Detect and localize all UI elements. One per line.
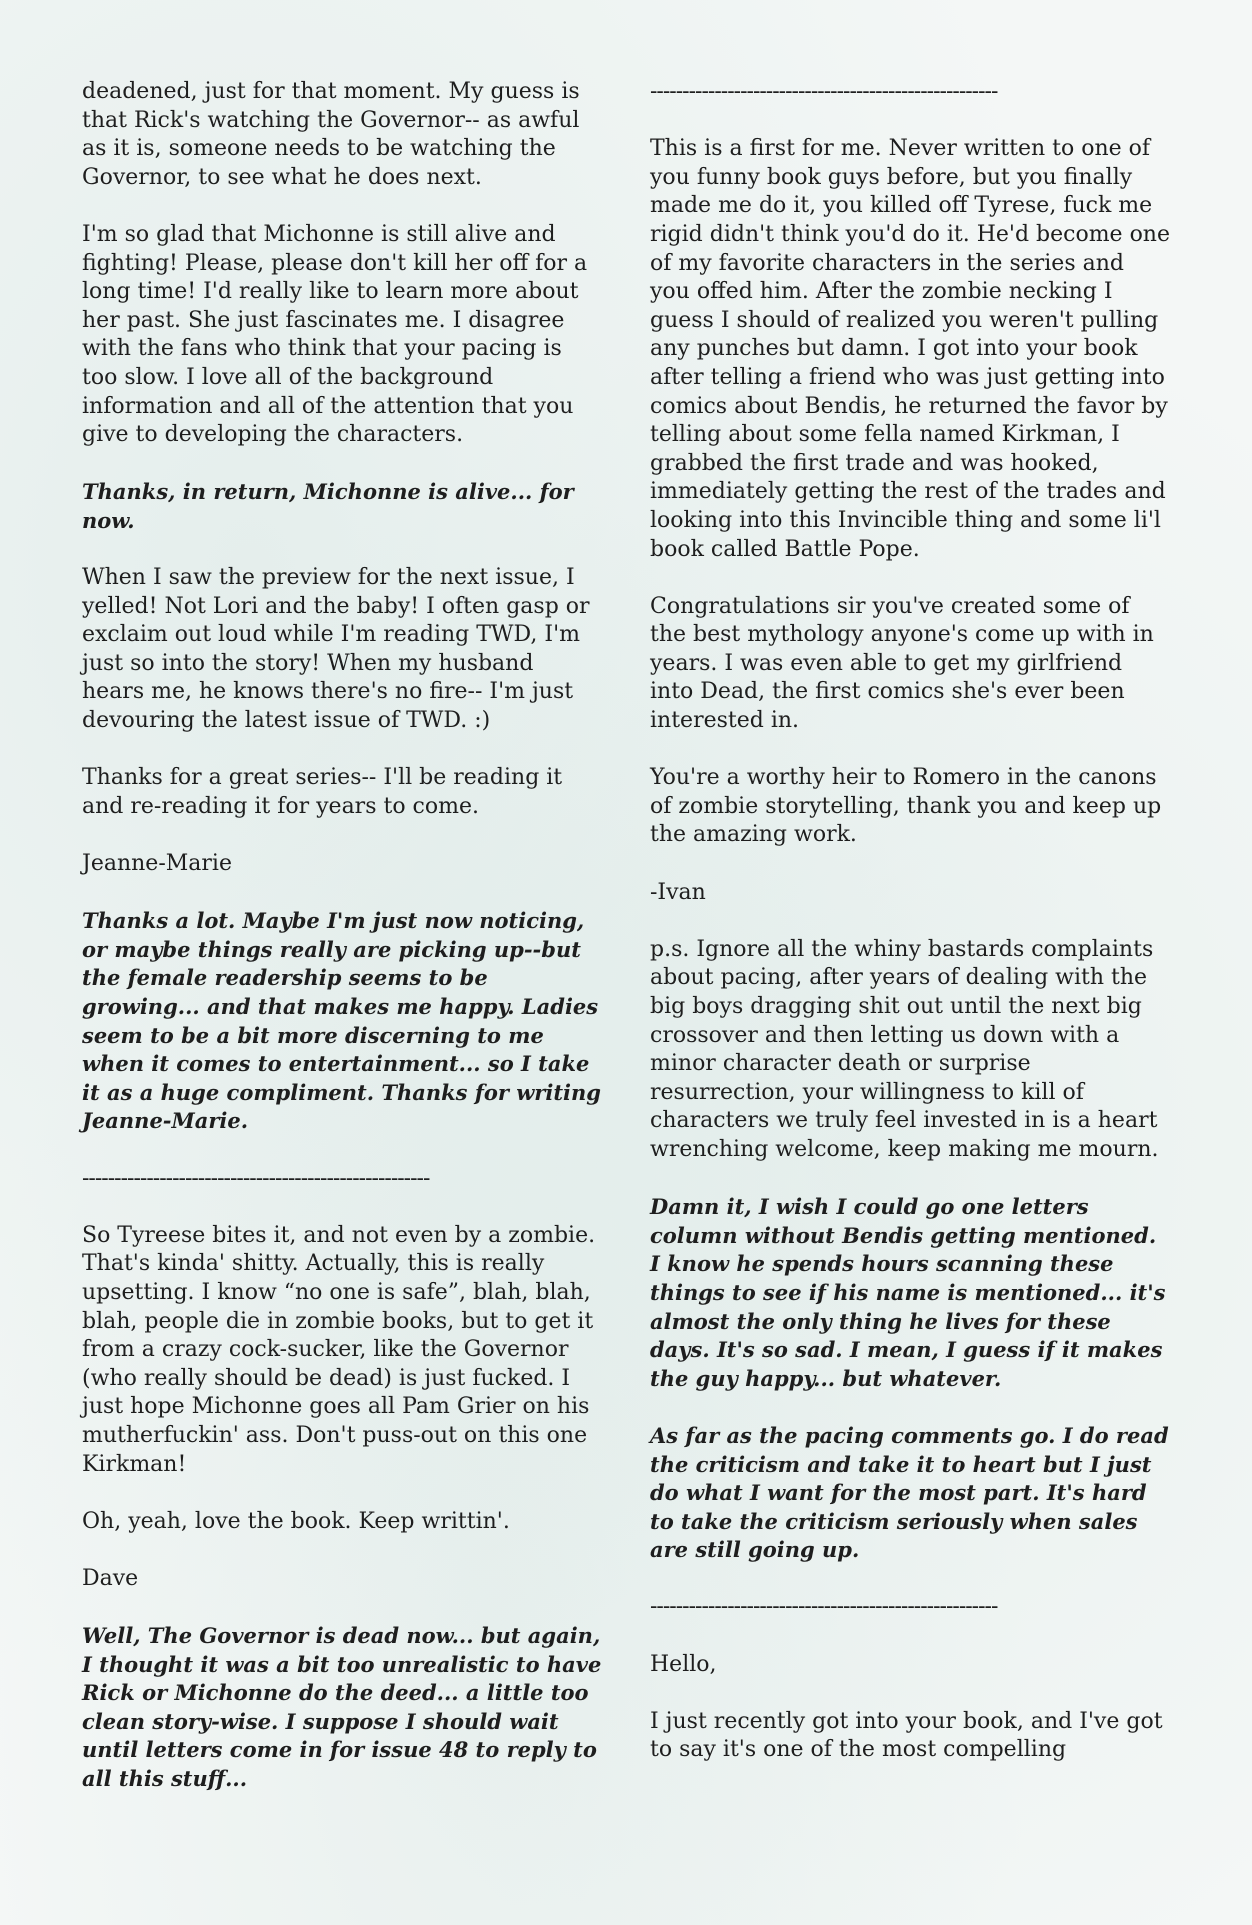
letter-signature: Dave [82,1565,139,1591]
letter-paragraph: When I saw the preview for the next issue, I yelled! Not Lori and the baby! I often gasp or exclaim out loud while I'm reading TWD, I'm just so into the story! When my husband hears me, he knows there's no fire-- I'm just devouring the latest issue of TWD. :) [82,565,590,734]
editor-reply: Thanks a lot. Maybe I'm just now noticing, or maybe things really are picking up--but the female readership seems to be growing... and that makes me happy. Ladies seem to be a bit more discerning to me when it comes to entertainment... so I take it as a huge compliment. Thanks for writing Jeanne-Marie. [82,908,601,1134]
letter-separator: ------------------------------------------------------ [650,79,998,104]
letter-separator: ------------------------------------------------------ [650,1594,998,1620]
editor-reply: Well, The Governor is dead now... but again, I thought it was a bit too unrealistic to have Rick or Michonne do the deed... a little too clean story-wise. I suppose I should wait until letters come in for issue 48 to reply to all this stuff... [82,1623,602,1792]
letter-greeting: Hello, [650,1651,717,1677]
letter-paragraph: Oh, yeah, love the book. Keep writtin'. [82,1508,510,1534]
letter-paragraph: You're a worthy heir to Romero in the canons of zombie storytelling, thank you and keep up the amazing work. [650,765,1162,848]
letter-signature: -Ivan [650,879,706,905]
letter-paragraph: I just recently got into your book, and I've got to say it's one of the most compelling [650,1708,1163,1763]
letter-paragraph: So Tyreese bites it, and not even by a zombie. That's kinda' shitty. Actually, this is really upsetting. I know “no one is safe”, blah, blah, blah, people die in zombie books, but to get it from a crazy cock-sucker, like the Governor (who really should be dead) is just fucked. I just hope Michonne goes all Pam Grier on his mutherfuckin' ass. Don't puss-out on this one Kirkman! [82,1222,596,1477]
letter-separator: ------------------------------------------------------ [82,1165,430,1191]
letter-paragraph: deadened, just for that moment. My guess is that Rick's watching the Governor-- as awful as it is, someone needs to be watching the Governor, to see what he does next. [82,79,580,190]
left-column [82,78,602,1794]
right-column [650,78,1170,1765]
editor-reply: As far as the pacing comments go. I do read the criticism and take it to heart but I just do what I want for the most part. It's hard to take the criticism seriously when sales are still going up. [650,1422,1169,1563]
letter-paragraph: Thanks for a great series-- I'll be reading it and re-reading it for years to come. [82,765,563,819]
letter-paragraph: I'm so glad that Michonne is still alive and fighting! Please, please don't kill her off for a long time! I'd really like to learn more about her past. She just fascinates me. I disagree with the fans who think that your pacing is too slow. I love all of the background information and all of the attention that you give to developing the characters. [82,221,588,448]
letter-signature: Jeanne-Marie [82,851,232,877]
letter-paragraph: Congratulations sir you've created some of the best mythology anyone's come up with in years. I was even able to get my girlfriend into Dead, the first comics she's ever been interested in. [650,593,1154,734]
letter-paragraph: p.s. Ignore all the whiny bastards complaints about pacing, after years of dealing with the big boys dragging shit out until the next big crossover and then letting us down with a minor character death or surprise resurrection, your willingness to kill of characters we truly feel invested in is a heart wrenching welcome, keep making me mourn. [650,936,1159,1162]
editor-reply: Damn it, I wish I could go one letters column without Bendis getting mentioned. I know he spends hours scanning these things to see if his name is mentioned... it's almost the only thing he lives for these days. It's so sad. I mean, I guess if it makes the guy happy... but whatever. [650,1194,1166,1391]
editor-reply: Thanks, in return, Michonne is alive... for now. [82,479,574,533]
letter-paragraph: This is a first for me. Never written to one of you funny book guys before, but you finally made me do it, you killed off Tyrese, fuck me rigid didn't think you'd do it. He'd become one of my favorite characters in the series and you offed him. After the zombie necking I guess I should of realized you weren't pulling any punches but damn. I got into your book after telling a friend who was just getting into comics about Bendis, he returned the favor by telling about some fella named Kirkman, I grabbed the first trade and was hooked, immediately getting the rest of the trades and looking into this Invincible thing and some li'l book called Battle Pope. [650,136,1170,562]
